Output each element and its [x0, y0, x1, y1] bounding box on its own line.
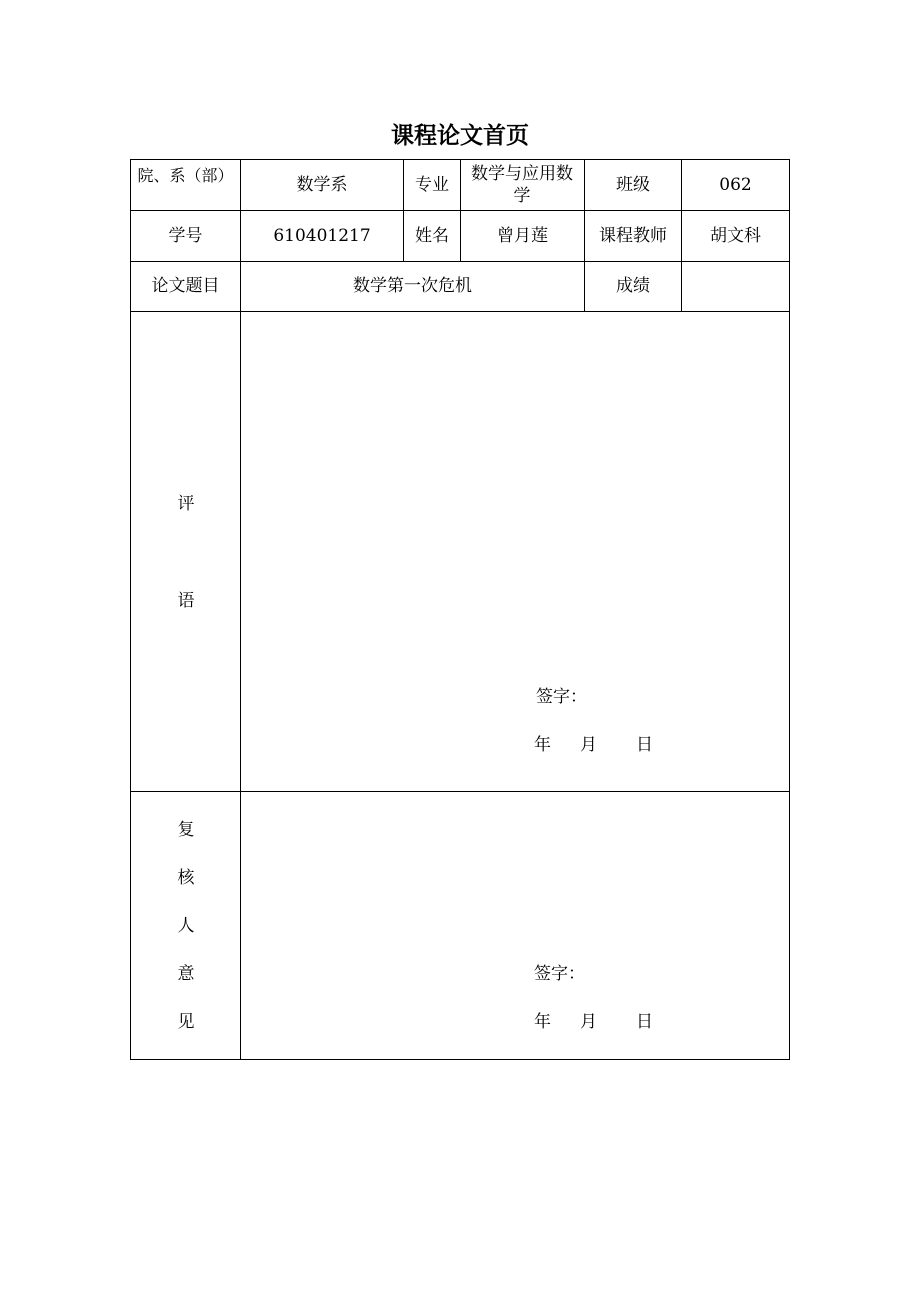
class-label: 班级: [616, 174, 650, 195]
review-signature-label: 签字：: [534, 964, 585, 984]
table-border-right: [789, 159, 790, 1060]
student-id-value: 610401217: [273, 225, 371, 246]
comments-date-month: 月: [580, 735, 597, 755]
dept-value: 数学系: [296, 174, 348, 195]
review-date-day: 日: [636, 1012, 653, 1032]
page-title: 课程论文首页: [391, 123, 529, 149]
comments-label-char: 评: [177, 494, 195, 514]
grade-value: [682, 262, 789, 311]
topic-label: 论文题目: [151, 276, 220, 296]
row-divider-3: [130, 311, 790, 312]
grade-label: 成绩: [616, 276, 650, 296]
major-value: 数学与应用数学: [471, 164, 573, 206]
review-label-char: 复: [177, 820, 195, 840]
row-divider-4: [130, 791, 790, 792]
teacher-value: 胡文科: [710, 225, 761, 246]
review-date-month: 月: [580, 1012, 597, 1032]
teacher-label: 课程教师: [599, 225, 667, 246]
review-label-char: 见: [177, 1012, 195, 1032]
review-label-char: 核: [177, 868, 195, 888]
comments-signature-label: 签字：: [536, 687, 587, 707]
student-id-label: 学号: [168, 225, 203, 246]
table-border-bottom: [130, 1059, 790, 1060]
review-date-year: 年: [534, 1012, 551, 1032]
comments-date-day: 日: [636, 735, 653, 755]
review-label-char: 意: [177, 964, 195, 984]
name-value: 曾月莲: [497, 225, 548, 246]
major-label: 专业: [415, 174, 449, 195]
comments-label-char: 语: [177, 591, 195, 611]
comments-date-year: 年: [534, 735, 551, 755]
review-label-char: 人: [177, 916, 195, 936]
name-label: 姓名: [415, 225, 449, 246]
topic-value: 数学第一次危机: [353, 276, 472, 296]
dept-label: 院、系（部）: [137, 166, 234, 185]
class-value: 062: [719, 174, 752, 195]
